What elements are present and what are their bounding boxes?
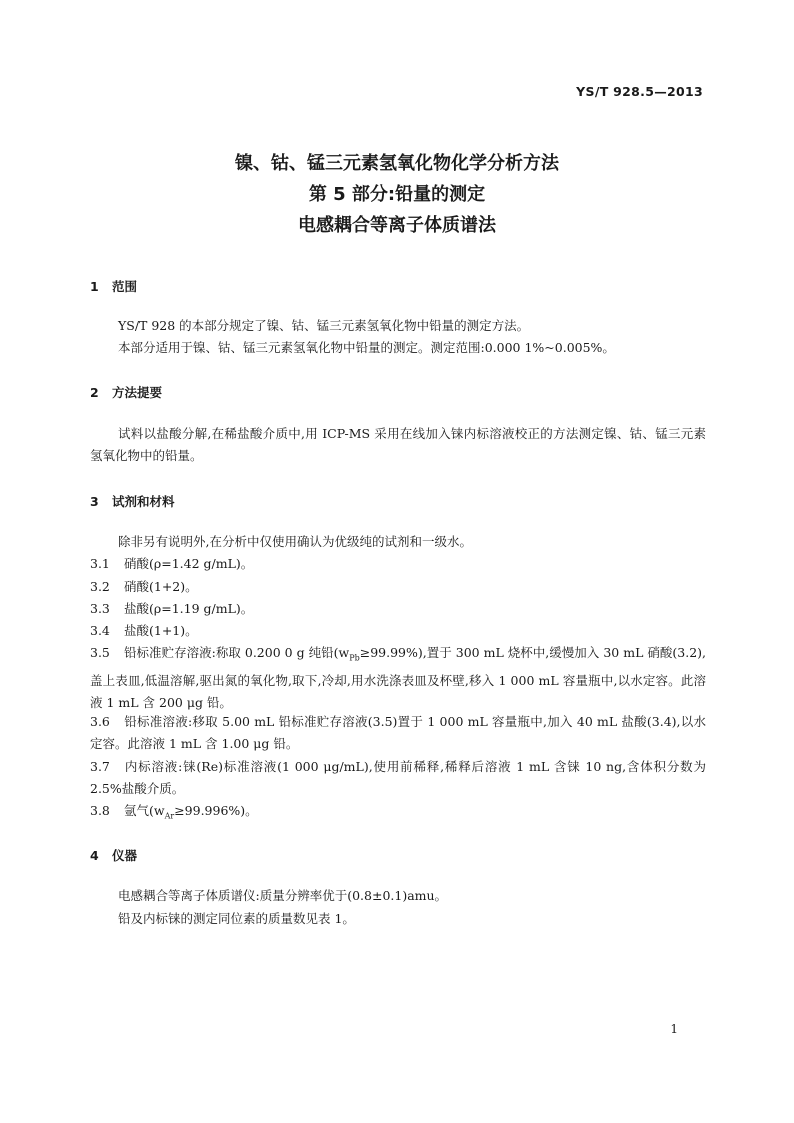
item-number: 3.5 — [90, 645, 110, 660]
list-item — [90, 711, 706, 755]
list-item — [90, 620, 706, 642]
item-number: 3.4 — [90, 623, 110, 638]
section-number: 1 — [90, 279, 99, 294]
item-text: ≥99.99%),置于 300 mL 烧杯中,缓慢加入 30 mL 硝酸(3.2),盖上表皿,低温溶解,驱出氮的氧化物,取下,冷却,用水洗涤表皿及杯壁,移入 1 000 mL 容量瓶中,以水定容。此溶液 1 mL 含 200 μg 铅。 — [90, 645, 707, 710]
section-2-heading — [90, 383, 162, 401]
section-1-heading — [90, 277, 137, 295]
standard-code: YS/T 928.5—2013 — [576, 84, 703, 99]
section-3-heading — [90, 492, 175, 510]
item-text: 铅标准贮存溶液:称取 0.200 0 g 纯铅(w — [124, 645, 350, 660]
section-number: 3 — [90, 494, 99, 509]
subscript: Ar — [164, 811, 175, 821]
item-text: 盐酸(ρ=1.19 g/mL)。 — [124, 601, 254, 616]
item-number: 3.6 — [90, 714, 110, 729]
section-3-intro: 除非另有说明外,在分析中仅使用确认为优级纯的试剂和一级水。 — [118, 534, 472, 549]
item-number: 3.8 — [90, 803, 110, 818]
item-text: 盐酸(1+1)。 — [124, 623, 198, 638]
item-number: 3.2 — [90, 579, 110, 594]
title-line-2: 第 5 部分:铅量的测定 — [308, 184, 486, 205]
list-item — [90, 598, 706, 620]
item-number: 3.7 — [90, 759, 110, 774]
item-number: 3.3 — [90, 601, 110, 616]
list-item — [90, 642, 706, 714]
section-2-paragraph-1: 试料以盐酸分解,在稀盐酸介质中,用 ICP-MS 采用在线加入铼内标溶液校正的方法测定镍、钴、锰三元素氢氧化物中的铅量。 — [90, 426, 706, 463]
document-title — [0, 148, 794, 241]
list-item — [90, 756, 706, 800]
section-4-heading — [90, 846, 137, 864]
section-title: 试剂和材料 — [112, 494, 175, 509]
section-title: 方法提要 — [112, 385, 163, 400]
title-line-1: 镍、钴、锰三元素氢氧化物化学分析方法 — [235, 153, 559, 174]
item-text: 内标溶液:铼(Re)标准溶液(1 000 μg/mL),使用前稀释,稀释后溶液 1 mL 含铼 10 ng,含体积分数为 2.5%盐酸介质。 — [90, 759, 706, 796]
section-title: 仪器 — [112, 848, 138, 863]
section-4-paragraph-2: 铅及内标铼的测定同位素的质量数见表 1。 — [118, 911, 355, 926]
page-number: 1 — [670, 1022, 678, 1036]
item-text: 硝酸(1+2)。 — [124, 579, 198, 594]
list-item — [90, 800, 706, 828]
section-4-paragraph-1: 电感耦合等离子体质谱仪:质量分辨率优于(0.8±0.1)amu。 — [118, 888, 448, 903]
section-number: 2 — [90, 385, 99, 400]
item-text: 氩气(w — [124, 803, 165, 818]
item-text: 硝酸(ρ=1.42 g/mL)。 — [124, 556, 254, 571]
list-item — [90, 576, 706, 598]
section-number: 4 — [90, 848, 99, 863]
item-number: 3.1 — [90, 556, 110, 571]
section-1-paragraph-2: 本部分适用于镍、钴、锰三元素氢氧化物中铅量的测定。测定范围:0.000 1%~0.005%。 — [118, 340, 615, 355]
section-1-paragraph-1: YS/T 928 的本部分规定了镍、钴、锰三元素氢氧化物中铅量的测定方法。 — [118, 318, 530, 333]
section-title: 范围 — [112, 279, 138, 294]
list-item — [90, 553, 706, 575]
item-text: ≥99.996%)。 — [174, 803, 258, 818]
item-text: 铅标准溶液:移取 5.00 mL 铅标准贮存溶液(3.5)置于 1 000 mL 容量瓶中,加入 40 mL 盐酸(3.4),以水定容。此溶液 1 mL 含 1.00 μg 铅。 — [90, 714, 706, 751]
subscript: Pb — [349, 653, 360, 663]
title-line-3: 电感耦合等离子体质谱法 — [298, 215, 496, 236]
